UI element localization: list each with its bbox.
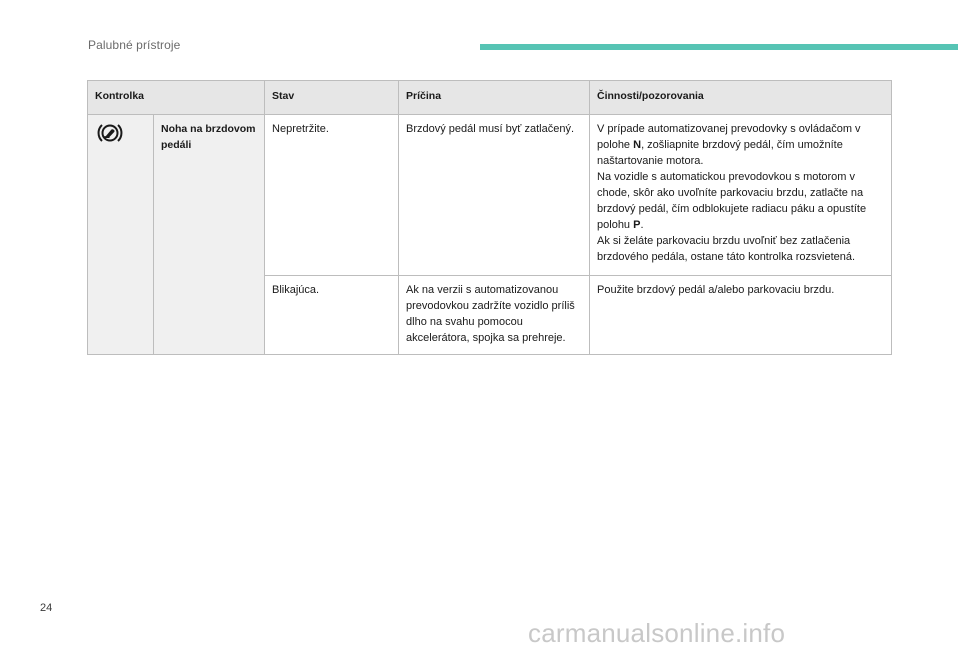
row1-cinnosti-text: Ak si želáte parkovaciu brzdu uvoľniť bez zatlačenia brzdového pedála, ostane táto kontrolka rozsvietená. (597, 235, 856, 263)
page-number: 24 (40, 602, 53, 614)
row1-cinnosti-text: , zošliapnite brzdový pedál, čím umožníte naštartovanie motora. (597, 139, 843, 167)
row2-pricina: Ak na verzii s automatizovanou prevodovkou zadržíte vozidlo príliš dlho na svahu pomocou akcelerátora, spojka sa prehreje. (399, 276, 590, 355)
header-accent-bar (480, 44, 958, 50)
brake-pedal-warning-icon (95, 121, 125, 145)
header-stav: Stav (265, 81, 399, 115)
gear-position-n: N (633, 139, 642, 151)
row1-stav: Nepretržite. (265, 115, 399, 276)
indicator-icon-cell (88, 115, 154, 355)
row1-pricina: Brzdový pedál musí byť zatlačený. (399, 115, 590, 276)
row1-cinnosti-text: Na vozidle s automatickou prevodovkou s motorom v chode, skôr ako uvoľníte parkovaciu brzdu, zatlačte na brzdový pedál, čím odblokujete radiacu páku a opustíte polohu (597, 171, 867, 231)
row1-cinnosti (590, 115, 892, 276)
row2-stav: Blikajúca. (265, 276, 399, 355)
warning-lights-table (87, 80, 892, 355)
gear-position-p: P (633, 219, 641, 231)
watermark: carmanualsonline.info (528, 618, 786, 648)
header-cinnosti: Činnosti/pozorovania (590, 81, 892, 115)
section-title: Palubné prístroje (88, 38, 181, 52)
table-header-row (88, 81, 892, 115)
table-row (88, 115, 892, 276)
header-kontrolka: Kontrolka (88, 81, 265, 115)
row1-cinnosti-text: . (640, 219, 644, 231)
row2-cinnosti: Použite brzdový pedál a/alebo parkovaciu brzdu. (590, 276, 892, 355)
indicator-name: Noha na brzdovom pedáli (154, 115, 265, 355)
row1-cinnosti-text: V prípade automatizovanej prevodovky s ovládačom v polohe (597, 123, 861, 151)
header-pricina: Príčina (399, 81, 590, 115)
